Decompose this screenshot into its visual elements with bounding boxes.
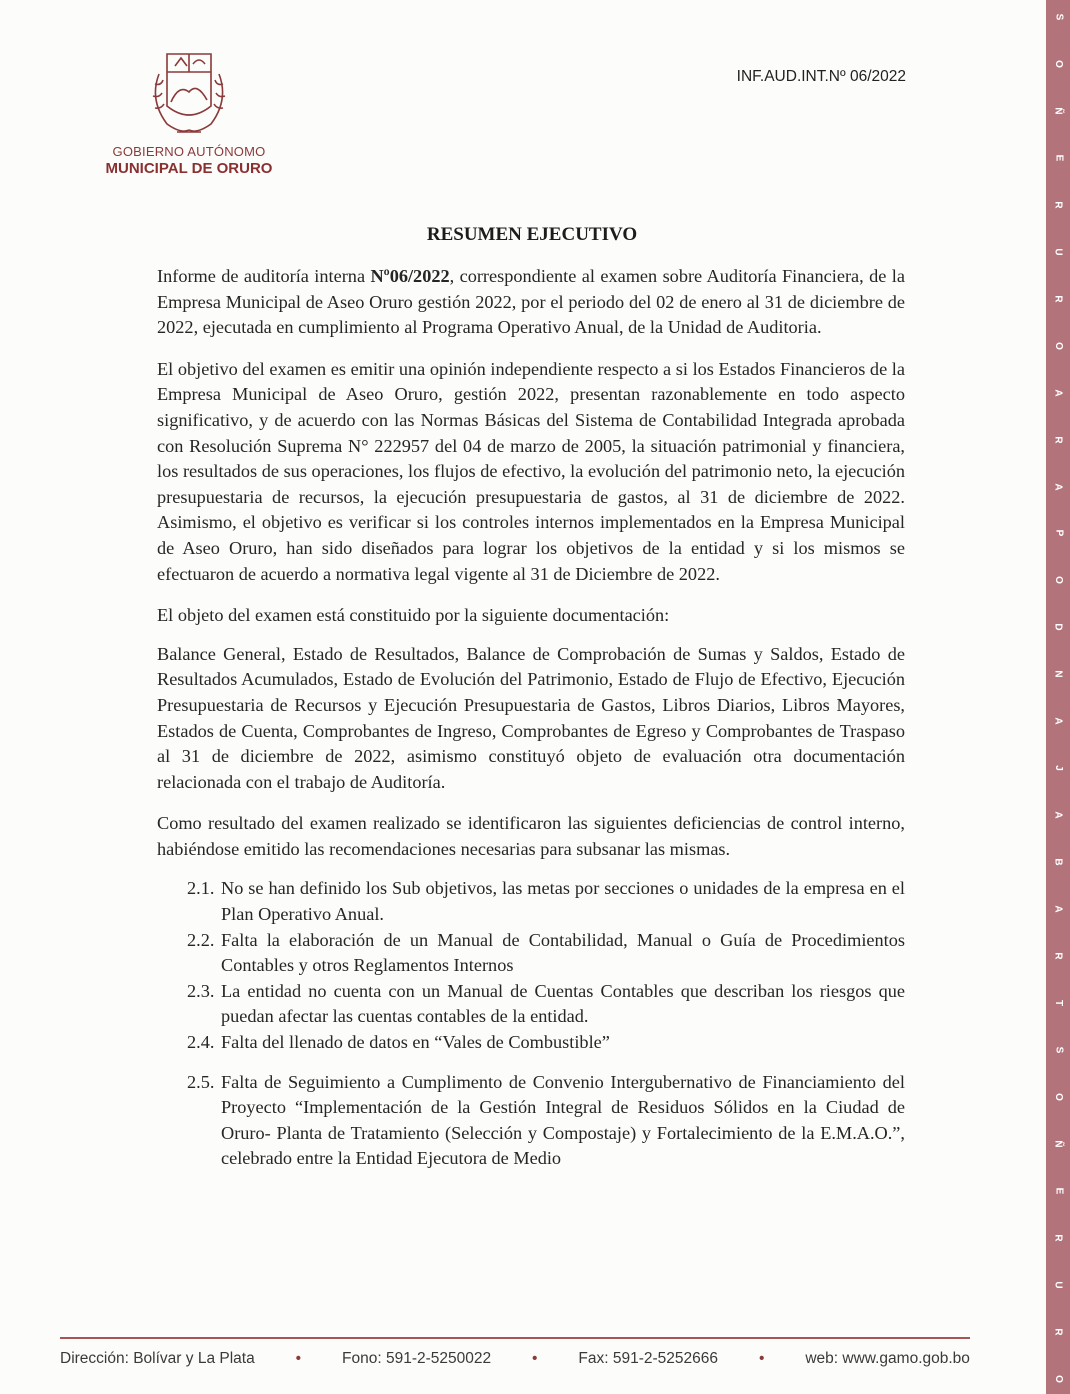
- results-paragraph: Como resultado del examen realizado se identificaron las siguientes deficiencias de control interno, habiéndose emitido las recomendaciones necesarias para subsanar las mismas.: [157, 813, 905, 859]
- page-footer: [60, 1350, 970, 1368]
- finding-number: 2.5.: [187, 1071, 215, 1092]
- side-band-letter: A: [1052, 905, 1064, 913]
- objective-paragraph: El objetivo del examen es emitir una opinión independiente respecto a si los Estados Financieros de la Empresa Municipal de Aseo Oruro, gestión 2022, presentan razonablemente en todo aspecto significativo, y de acuerdo con las Normas Básicas del Sistema de Contabilidad Integrada aprobada con Resolución Suprema N° 222957 del 04 de marzo de 2005, la situación patrimonial y financiera, los resultados de sus operaciones, los flujos de efectivo, la evolución del patrimonio neto, la ejecución presupuestaria de recursos, la ejecución presupuestaria de gastos, al 31 de diciembre de 2022. Asimismo, el objetivo es verificar si los controles internos implementados en la Empresa Municipal de Aseo Oruro, han sido diseñados para lograr los objetivos de la entidad y si los mismos se efectuaron de acuerdo a normativa legal vigente al 31 de Diciembre de 2022.: [157, 358, 905, 584]
- footer-separator: •: [758, 1350, 765, 1367]
- documentation-paragraph: Balance General, Estado de Resultados, Balance de Comprobación de Sumas y Saldos, Estado de Resultados Acumulados, Estado de Evolución del Patrimonio, Estado de Flujo de Efectivo, Ejecución Presupuestaria de Recursos y Ejecución Presupuestaria de Gastos, Libros Diarios, Libros Mayores, Estados de Cuenta, Comprobantes de Ingreso, Comprobantes de Egreso y Comprobantes de Traspaso al 31 de diciembre de 2022, asimismo constituyó objeto de evaluación otra documentación relacionada con el trabajo de Auditoría.: [157, 643, 905, 792]
- side-band-letter: O: [1053, 60, 1064, 68]
- list-item: [187, 979, 905, 1030]
- report-number: Nº06/2022: [370, 266, 450, 286]
- side-band-letter: Ñ: [1052, 107, 1064, 115]
- side-band-text: [1046, 12, 1070, 1384]
- side-band-letter: N: [1052, 670, 1064, 678]
- intro-paragraph: [157, 264, 905, 341]
- side-band-letter: A: [1052, 482, 1064, 491]
- footer-divider: [60, 1337, 970, 1339]
- side-band-letter: E: [1052, 1187, 1064, 1195]
- document-title: RESUMEN EJECUTIVO: [426, 224, 638, 245]
- side-band-letter: J: [1053, 765, 1064, 772]
- report-reference: INF.AUD.INT.Nº 06/2022: [736, 68, 906, 85]
- side-band-letter: R: [1052, 1234, 1064, 1242]
- side-band-letter: U: [1052, 248, 1064, 256]
- side-band: [1046, 0, 1070, 1394]
- side-band-letter: P: [1052, 530, 1064, 537]
- side-band-letter: B: [1052, 858, 1064, 866]
- side-band-letter: R: [1052, 952, 1064, 960]
- side-band-letter: R: [1052, 201, 1064, 209]
- finding-number: 2.4.: [187, 1032, 215, 1053]
- intro-text-end: , correspondiente al examen sobre Auditoría Financiera, de la Empresa Municipal de Aseo Oruro gestión 2022, por el periodo del 02 de enero al 31 de diciembre de 2022, ejecutada en cumplimiento al Programa Operativo Anual, de la Unidad de Auditoria.: [157, 266, 905, 338]
- side-band-letter: O: [1053, 576, 1064, 585]
- side-band-letter: D: [1052, 623, 1064, 632]
- side-band-letter: T: [1052, 999, 1064, 1007]
- side-band-letter: O: [1053, 1374, 1064, 1383]
- footer-fax: Fax: 591-2-5252666: [578, 1350, 719, 1367]
- side-band-letter: A: [1052, 389, 1064, 397]
- coat-of-arms-icon: [137, 44, 241, 140]
- logo-caption-line2: MUNICIPAL DE ORURO: [105, 160, 273, 177]
- document-body: [157, 264, 905, 1172]
- footer-web: web: www.gamo.gob.bo: [805, 1350, 970, 1367]
- list-item: [187, 928, 905, 979]
- finding-number: 2.1.: [187, 878, 215, 899]
- side-band-letter: O: [1053, 341, 1064, 350]
- side-band-letter: U: [1052, 1281, 1064, 1289]
- logo-caption-line1: GOBIERNO AUTÓNOMO: [112, 144, 266, 159]
- finding-text: Falta del llenado de datos en “Vales de Combustible”: [221, 1032, 610, 1053]
- findings-list: [157, 876, 905, 1172]
- footer-separator: •: [295, 1350, 302, 1367]
- list-item: [187, 1070, 905, 1172]
- scope-intro-paragraph: El objeto del examen está constituido por la siguiente documentación:: [157, 605, 670, 626]
- side-band-letter: S: [1052, 13, 1064, 21]
- finding-number: 2.2.: [187, 929, 215, 950]
- list-item: [187, 876, 905, 927]
- side-band-letter: A: [1052, 717, 1064, 725]
- side-band-letter: Ñ: [1052, 1140, 1064, 1148]
- footer-address: Dirección: Bolívar y La Plata: [60, 1350, 255, 1367]
- footer-separator: •: [532, 1350, 538, 1367]
- finding-text: No se han definido los Sub objetivos, las metas por secciones o unidades de la empresa en el Plan Operativo Anual.: [221, 878, 905, 925]
- municipal-logo: [104, 44, 274, 180]
- side-band-letter: S: [1052, 1046, 1064, 1054]
- finding-text: Falta de Seguimiento a Cumplimento de Convenio Intergubernativo de Financiamiento del Proyecto “Implementación de la Gestión Integral de Residuos Sólidos en la Ciudad de Oruro- Planta de Tratamiento (Selección y Compostaje) y Fortalecimiento de la E.M.A.O.”, celebrado entre la Entidad Ejecutora de Medio: [221, 1071, 905, 1169]
- side-band-letter: E: [1052, 154, 1064, 162]
- intro-text-start: Informe de auditoría interna: [157, 266, 371, 286]
- side-band-letter: O: [1053, 1093, 1064, 1101]
- side-band-letter: R: [1052, 295, 1064, 303]
- footer-phone: Fono: 591-2-5250022: [342, 1350, 492, 1367]
- finding-text: La entidad no cuenta con un Manual de Cuentas Contables que describan los riesgos que puedan afectar las cuentas contables de la entidad.: [221, 980, 905, 1027]
- finding-text: Falta la elaboración de un Manual de Contabilidad, Manual o Guía de Procedimientos Contables y otros Reglamentos Internos: [221, 929, 905, 976]
- finding-number: 2.3.: [187, 980, 215, 1001]
- list-item: [187, 1030, 905, 1056]
- side-band-letter: A: [1052, 811, 1064, 819]
- side-band-letter: R: [1052, 1328, 1064, 1336]
- side-band-letter: R: [1052, 435, 1064, 444]
